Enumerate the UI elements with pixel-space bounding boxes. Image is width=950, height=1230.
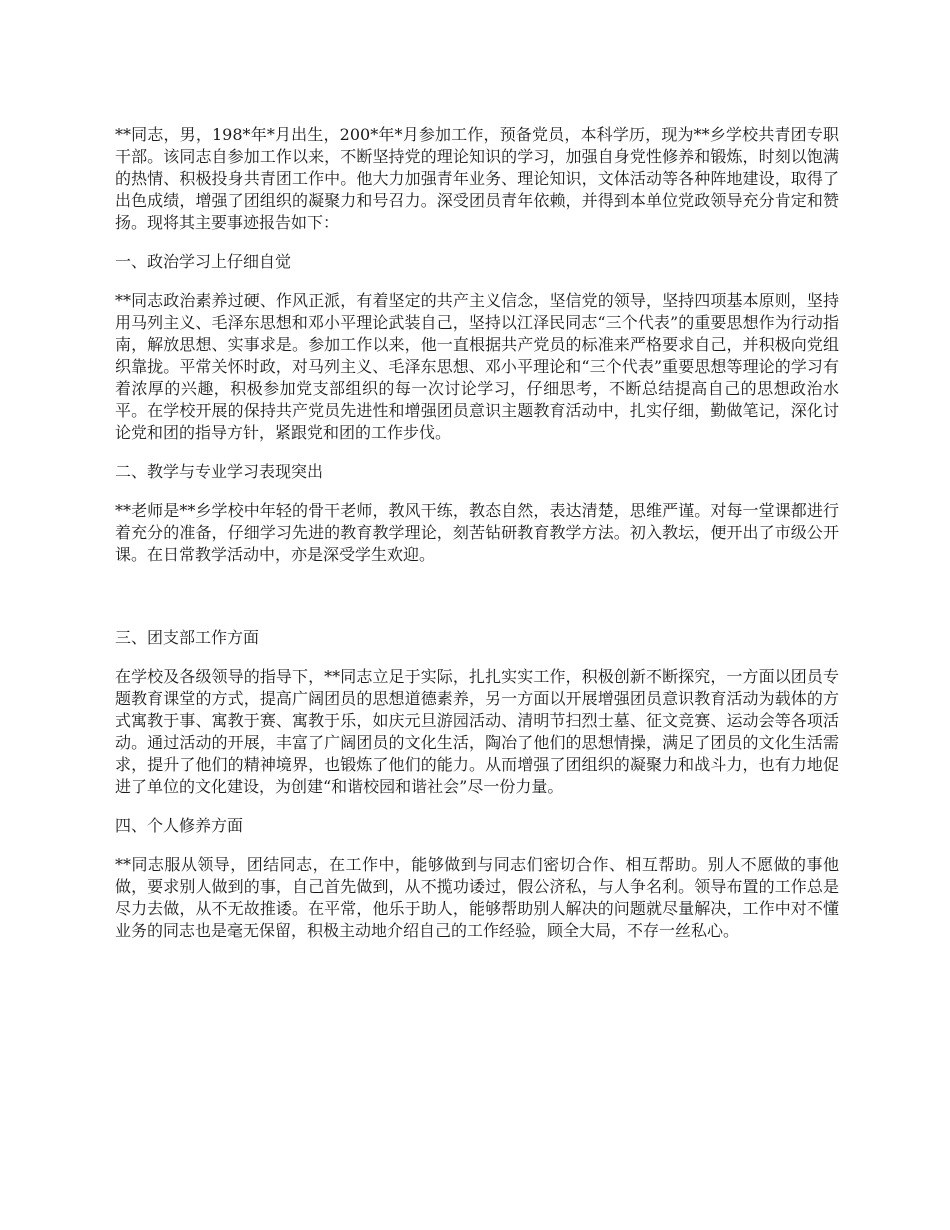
- section-heading-teaching: 二、教学与专业学习表现突出: [115, 462, 324, 481]
- section-heading-political-study: 一、政治学习上仔细自觉: [115, 252, 292, 271]
- section-body-personal: **同志服从领导，团结同志，在工作中，能够做到与同志们密切合作、相互帮助。别人不愿做的事他做，要求别人做到的事，自己首先做到，从不揽功诿过，假公济私，与人争名利。领导布置的工作总是尽力去做，从不无故推诿。在平常，他乐于助人，能够帮助别人解决的问题就尽量解决，工作中对不懂业务的同志也是毫无保留，积极主动地介绍自己的工作经验，顾全大局，不存一丝私心。: [115, 855, 839, 940]
- document-page: [115, 124, 839, 959]
- section-body-political-study: **同志政治素养过硬、作风正派，有着坚定的共产主义信念，坚信党的领导，坚持四项基本原则，坚持用马列主义、毛泽东思想和邓小平理论武装自己，坚持以江泽民同志“三个代表”的重要思想作为行动指南，解放思想、实事求是。参加工作以来，他一直根据共产党员的标准来严格要求自己，并积极向党组织靠拢。平常关怀时政，对马列主义、毛泽东思想、邓小平理论和“三个代表”重要思想等理论的学习有着浓厚的兴趣，积极参加党支部组织的每一次讨论学习，仔细思考，不断总结提高自己的思想政治水平。在学校开展的保持共产党员先进性和增强团员意识主题教育活动中，扎实仔细，勤做笔记，深化讨论党和团的指导方针，紧跟党和团的工作步伐。: [115, 291, 839, 442]
- section-body-teaching: **老师是**乡学校中年轻的骨干老师，教风干练，教态自然，表达清楚，思维严谨。对每一堂课都进行着充分的准备，仔细学习先进的教育教学理论，刻苦钻研教育教学方法。初入教坛，便开出了市级公开课。在日常教学活动中，亦是深受学生欢迎。: [115, 501, 839, 564]
- intro-paragraph: **同志，男，198*年*月出生，200*年*月参加工作，预备党员，本科学历，现为**乡学校共青团专职干部。该同志自参加工作以来，不断坚持党的理论知识的学习，加强自身党性修养和锻炼，时刻以饱满的热情、积极投身共青团工作中。他大力加强青年业务、理论知识，文体活动等各种阵地建设，取得了出色成绩，增强了团组织的凝聚力和号召力。深受团员青年依赖，并得到本单位党政领导充分肯定和赞扬。现将其主要事迹报告如下：: [115, 125, 839, 232]
- blank-spacer: [115, 583, 839, 627]
- section-heading-league-branch: 三、团支部工作方面: [115, 628, 260, 647]
- section-heading-personal: 四、个人修养方面: [115, 816, 244, 835]
- section-body-league-branch: 在学校及各级领导的指导下，**同志立足于实际，扎扎实实工作，积极创新不断探究，一方面以团员专题教育课堂的方式，提高广阔团员的思想道德素养，另一方面以开展增强团员意识教育活动为载体的方式寓教于事、寓教于赛、寓教于乐，如庆元旦游园活动、清明节扫烈士墓、征文竞赛、运动会等各项活动。通过活动的开展，丰富了广阔团员的文化生活，陶冶了他们的思想情操，满足了团员的文化生活需求，提升了他们的精神境界，也锻炼了他们的能力。从而增强了团组织的凝聚力和战斗力，也有力地促进了单位的文化建设，为创建“和谐校园和谐社会”尽一份力量。: [115, 667, 839, 796]
